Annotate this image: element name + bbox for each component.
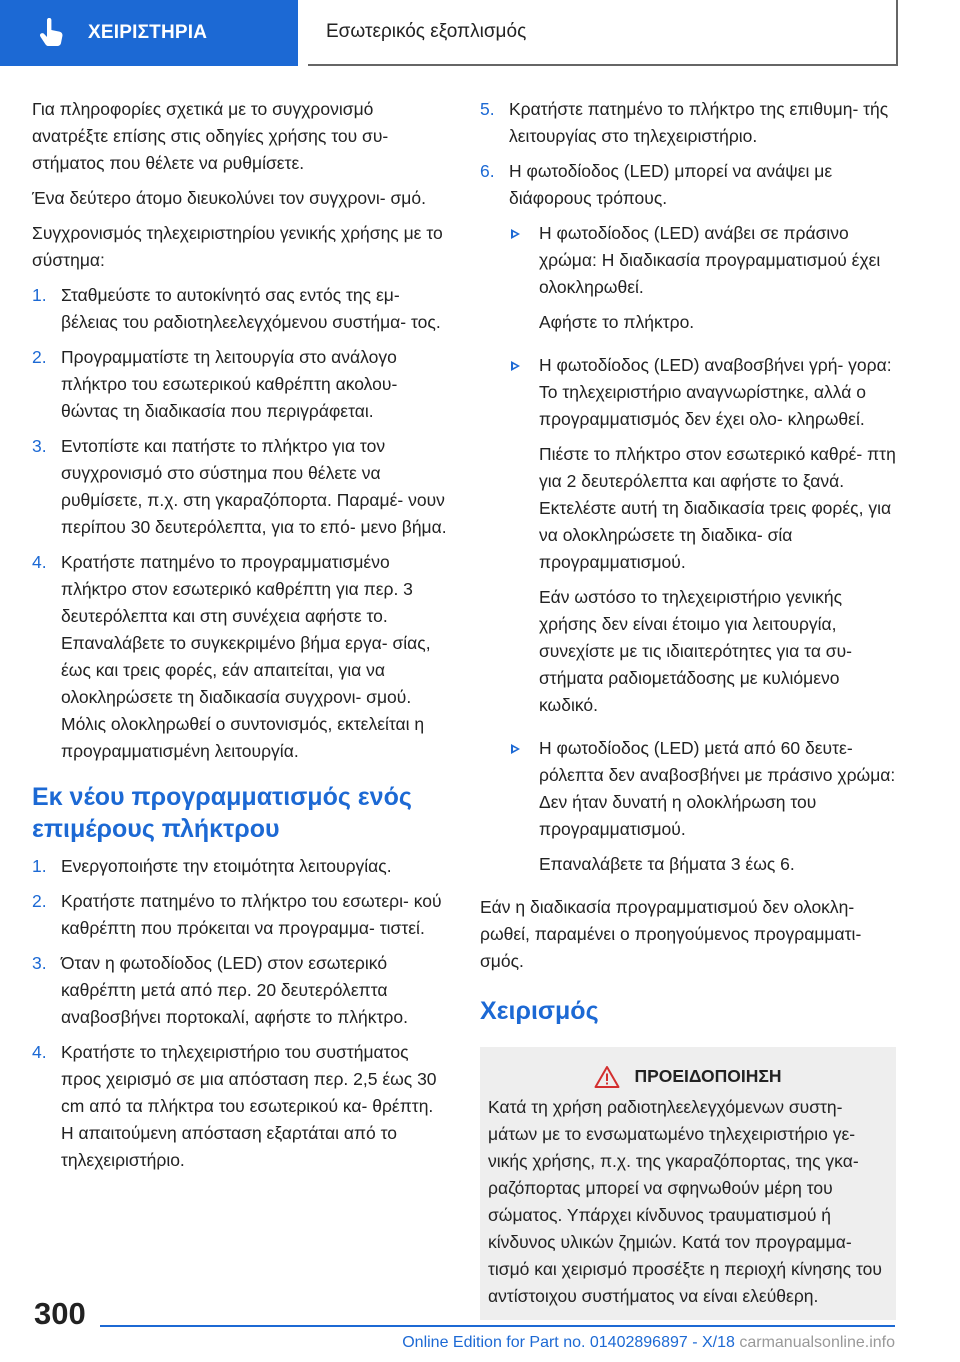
step-number: 3. xyxy=(32,953,47,973)
led-case-action: Αφήστε το πλήκτρο. xyxy=(539,312,695,332)
warning-title: ΠΡΟΕΙΔΟΠΟΙΗΣΗ xyxy=(634,1066,782,1086)
footer-edition xyxy=(100,1334,895,1352)
warning-text: Κατά τη χρήση ραδιοτηλεελεγχόμενων συστη- μάτων με το ενσωματωμένο τηλεχειριστήριο γε- νικής χρήσης, π.χ. της γκαραζόπορτας, της γκα- ραζόπορτας μπορεί να σφηνωθούν μέρη του σώματος. Υπάρχει κίνδυνος τραυματισμού ή κίνδυνος υλικών ζημιών. Κατά τον προγραμμα- τισμό και χειρισμό προσέξτε η περιοχή κίνησης του αντίστοιχου συστήματος να είναι ελεύθερη. xyxy=(488,1097,882,1306)
step-item xyxy=(32,549,450,765)
step-item xyxy=(480,158,896,886)
led-case-action: Επαναλάβετε τα βήματα 3 έως 6. xyxy=(539,854,795,874)
step-text: Σταθμεύστε το αυτοκίνητό σας εντός της εμ- βέλειας του ραδιοτηλεελεγχόμενου συστήμα- τος. xyxy=(61,285,441,332)
section-heading-operation: Χειρισμός xyxy=(480,997,599,1025)
step-number: 4. xyxy=(32,552,47,572)
step-number: 2. xyxy=(32,347,47,367)
step-text: Κρατήστε το τηλεχειριστήριο του συστήματος προς χειρισμό σε μια απόσταση περ. 2,5 έως 30 cm από τα πλήκτρα του εσωτερικού κα- θρέπτη. Η απαιτούμενη απόσταση εξαρτάται από το τηλεχειριστήριο. xyxy=(61,1042,437,1170)
section-title: ΧΕΙΡΙΣΤΗΡΙΑ xyxy=(88,22,208,43)
step-text: Προγραμματίστε τη λειτουργία στο ανάλογο πλήκτρο του εσωτερικού καθρέπτη ακολου- θώντας τη διαδικασία που περιγράφεται. xyxy=(61,347,398,421)
step-number: 3. xyxy=(32,436,47,456)
sync-steps xyxy=(32,282,450,765)
section-tab xyxy=(0,0,298,66)
step-item xyxy=(32,433,450,541)
step-item xyxy=(32,282,450,336)
triangle-bullet-icon xyxy=(509,352,539,727)
chapter-title: Εσωτερικός εξοπλισμός xyxy=(326,21,527,42)
triangle-bullet-icon xyxy=(509,220,539,344)
step-number: 2. xyxy=(32,891,47,911)
triangle-bullet-icon xyxy=(509,735,539,878)
intro-paragraph: Για πληροφορίες σχετικά με το συγχρονισμό ανατρέξτε επίσης στις οδηγίες χρήσης του συ- στήματος που θέλετε να ρυθμίσετε. xyxy=(32,99,389,173)
chapter-header xyxy=(308,0,898,66)
closing-paragraph: Εάν η διαδικασία προγραμματισμού δεν ολοκλη- ρωθεί, παραμένει ο προηγούμενος προγραμματι- σμός. xyxy=(480,897,862,971)
step-item xyxy=(32,888,450,942)
step-item xyxy=(480,96,896,150)
step-text: Κρατήστε πατημένο το πλήκτρο του εσωτερι- κού καθρέπτη που πρόκειται να προγραμμα- τιστεί. xyxy=(61,891,442,938)
step-item xyxy=(32,853,450,880)
warning-box xyxy=(480,1047,896,1320)
reprogram-steps xyxy=(32,853,450,1174)
step-text: Ενεργοποιήστε την ετοιμότητα λειτουργίας. xyxy=(61,856,392,876)
warning-header xyxy=(488,1063,888,1090)
step-text: Εντοπίστε και πατήστε το πλήκτρο για τον συγχρονισμό στο σύστημα που θέλετε να ρυθμίσετε, π.χ. στη γκαραζόπορτα. Παραμέ- νουν περίπου 30 δευτερόλεπτα, για το επό- μενο βήμα. xyxy=(61,436,447,537)
led-case-text: Η φωτοδίοδος (LED) αναβοσβήνει γρή- γορα: Το τηλεχειριστήριο αναγνωρίστηκε, αλλά ο προγραμματισμός δεν έχει ολο- κληρωθεί. xyxy=(539,355,892,429)
led-case-item xyxy=(509,735,896,878)
led-case-action: Πιέστε το πλήκτρο στον εσωτερικό καθρέ- πτη για 2 δευτερόλεπτα και αφήστε το ξανά. Εκτελέστε αυτή τη διαδικασία τρεις φορές, για να ολοκληρώσετε τη διαδικα- σία προγραμματισμού. xyxy=(539,444,896,572)
step-item xyxy=(32,1039,450,1174)
left-column xyxy=(32,96,450,1182)
step-item xyxy=(32,344,450,425)
step-number: 5. xyxy=(480,99,495,119)
step-item xyxy=(32,950,450,1031)
intro-paragraph: Συγχρονισμός τηλεχειριστηρίου γενικής χρήσης με το σύστημα: xyxy=(32,223,443,270)
step-text: Κρατήστε πατημένο το προγραμματισμένο πλήκτρο στον εσωτερικό καθρέπτη για περ. 3 δευτερόλεπτα και στη συνέχεια αφήστε το. Επαναλάβετε το συγκεκριμένο βήμα εργα- σίας, έως και τρεις φορές, εάν απαιτείται, για να ολοκληρώσετε τη διαδικασία συγχρονι- σμού. Μόλις ολοκληρωθεί ο συντονισμός, εκτελείται η προγραμματισμένη λειτουργία. xyxy=(61,552,431,761)
step-number: 6. xyxy=(480,161,495,181)
step-number: 1. xyxy=(32,856,47,876)
led-case-item xyxy=(509,352,896,727)
led-case-text: Η φωτοδίοδος (LED) μετά από 60 δευτε- ρόλεπτα δεν αναβοσβήνει με πράσινο χρώμα: Δεν ήταν δυνατή η ολοκλήρωση του προγραμματισμού. xyxy=(539,738,896,839)
section-heading-reprogram: Εκ νέου προγραμματισμός ενός επιμέρους πλήκτρου xyxy=(32,783,412,843)
led-case-action: Εάν ωστόσο το τηλεχειριστήριο γενικής χρήσης δεν είναι έτοιμο για λειτουργία, συνεχίστε με τις ιδιαιτερότητες για τα συ- στήματα ραδιομετάδοσης με κυλιόμενο κωδικό. xyxy=(539,587,853,715)
step-text: Η φωτοδίοδος (LED) μπορεί να ανάψει με διάφορους τρόπους. xyxy=(509,161,833,208)
footer-rule xyxy=(100,1325,895,1327)
edition-text: Online Edition for Part no. 01402896897 - X/18 xyxy=(402,1334,735,1351)
led-case-text: Η φωτοδίοδος (LED) ανάβει σε πράσινο χρώμα: Η διαδικασία προγραμματισμού έχει ολοκληρωθεί. xyxy=(539,223,881,297)
step-text: Κρατήστε πατημένο το πλήκτρο της επιθυμη- τής λειτουργίας στο τηλεχειριστήριο. xyxy=(509,99,889,146)
watermark-text: carmanualsonline.info xyxy=(739,1334,895,1351)
intro-paragraph: Ένα δεύτερο άτομο διευκολύνει τον συγχρονι- σμό. xyxy=(32,188,426,208)
hand-pointer-icon xyxy=(38,18,66,48)
right-column xyxy=(480,96,896,1320)
step-text: Όταν η φωτοδίοδος (LED) στον εσωτερικό καθρέπτη μετά από περ. 20 δευτερόλεπτα αναβοσβήνει πορτοκαλί, αφήστε το πλήκτρο. xyxy=(61,953,408,1027)
page-number: 300 xyxy=(34,1296,86,1331)
step-number: 1. xyxy=(32,285,47,305)
step-number: 4. xyxy=(32,1042,47,1062)
led-case-item xyxy=(509,220,896,344)
warning-triangle-icon xyxy=(594,1065,620,1089)
